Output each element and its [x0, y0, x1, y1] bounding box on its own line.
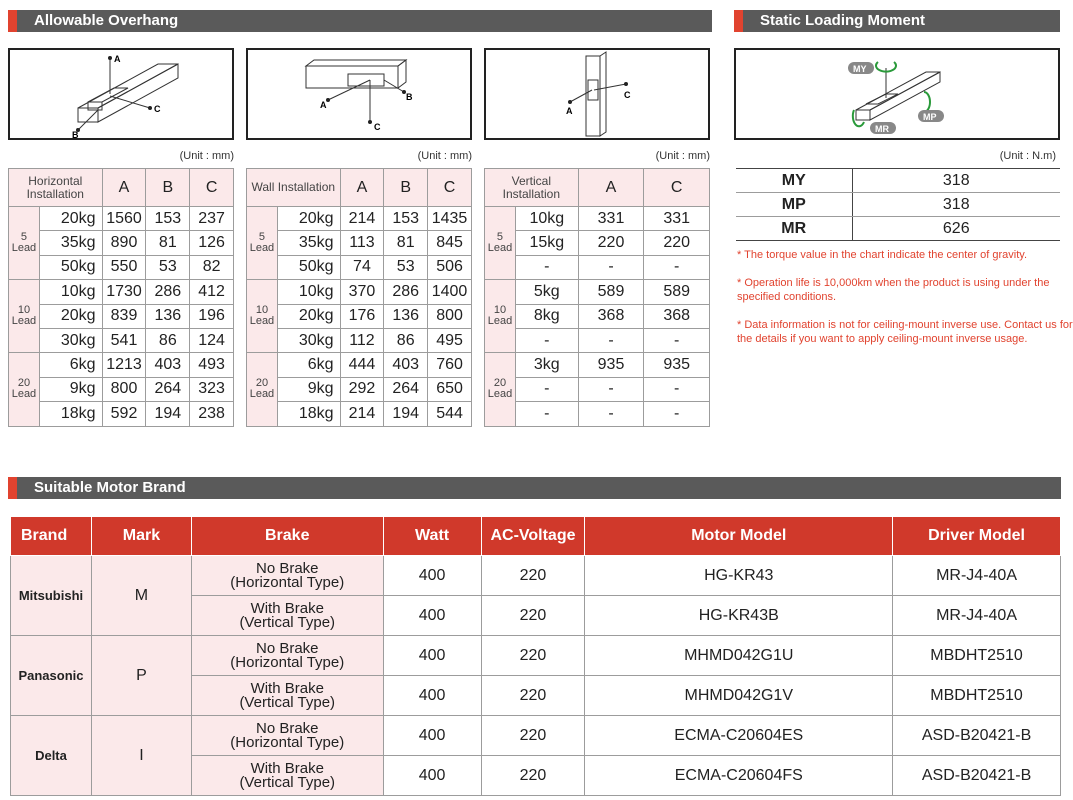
table-cell: 176: [340, 304, 384, 328]
table-header: Wall Installation: [247, 169, 341, 207]
table-header: C: [428, 169, 472, 207]
driver-model-cell: ASD-B20421-B: [893, 756, 1061, 796]
table-cell: 237: [190, 207, 234, 231]
table-cell: 264: [384, 377, 428, 401]
brake-subline: (Vertical Type): [239, 773, 336, 791]
table-cell: 264: [146, 377, 190, 401]
table-cell: 194: [146, 402, 190, 426]
table-cell: 589: [578, 280, 644, 304]
brand-name: Panasonic: [11, 636, 92, 716]
label-mp: MP: [923, 112, 937, 122]
table-cell: 323: [190, 377, 234, 401]
label-a: A: [566, 106, 573, 116]
table-cell: 113: [340, 231, 384, 255]
table-cell: 136: [146, 304, 190, 328]
watt-cell: 400: [383, 756, 481, 796]
table-cell: 403: [146, 353, 190, 377]
table-cell: 760: [428, 353, 472, 377]
table-header: B: [146, 169, 190, 207]
brake-type: [191, 596, 383, 636]
header-accent: [734, 10, 743, 32]
table-cell: 368: [644, 304, 710, 328]
voltage-cell: 220: [481, 676, 585, 716]
table-cell: 368: [578, 304, 644, 328]
brake-subline: (Vertical Type): [239, 613, 336, 631]
table-cell: 10kg: [277, 280, 340, 304]
motor-model-cell: ECMA-C20604FS: [585, 756, 893, 796]
table-cell: 9kg: [277, 377, 340, 401]
table-cell: -: [578, 377, 644, 401]
static-title: Static Loading Moment: [760, 12, 925, 29]
vertical-rail-drawing: [486, 50, 708, 138]
table-cell: 53: [384, 255, 428, 279]
table-cell: 81: [146, 231, 190, 255]
table-cell: 50kg: [39, 255, 102, 279]
brand-name: Delta: [11, 716, 92, 796]
moment-key: MP: [736, 193, 852, 217]
table-cell: 18kg: [39, 402, 102, 426]
table-cell: 370: [340, 280, 384, 304]
lead-label: 10 Lead: [485, 280, 516, 353]
motor-model-cell: HG-KR43B: [585, 596, 893, 636]
table-cell: 35kg: [39, 231, 102, 255]
brake-line: No Brake: [255, 719, 319, 737]
table-cell: 124: [190, 328, 234, 352]
label-b: B: [72, 130, 79, 138]
table-cell: 10kg: [515, 207, 578, 231]
lead-label: 20 Lead: [485, 353, 516, 426]
table-cell: 412: [190, 280, 234, 304]
table-cell: 196: [190, 304, 234, 328]
brake-type: [191, 556, 383, 596]
table-header: Horizontal Installation: [9, 169, 103, 207]
table-cell: 20kg: [39, 207, 102, 231]
table-cell: 541: [102, 328, 146, 352]
driver-model-cell: MBDHT2510: [893, 676, 1061, 716]
lead-label: 10 Lead: [9, 280, 40, 353]
table-cell: 53: [146, 255, 190, 279]
label-c: C: [374, 122, 381, 132]
table-cell: 112: [340, 328, 384, 352]
table-cell: 1435: [428, 207, 472, 231]
table-cell: -: [578, 328, 644, 352]
label-c: C: [154, 104, 161, 114]
driver-model-cell: ASD-B20421-B: [893, 716, 1061, 756]
table-cell: 550: [102, 255, 146, 279]
moment-diagram: [734, 48, 1060, 140]
note-operation-life: * Operation life is 10,000km when the product is using under the specified conditions.: [737, 277, 1050, 303]
label-a: A: [320, 100, 327, 110]
label-mr: MR: [875, 124, 889, 134]
label-b: B: [406, 92, 413, 102]
watt-cell: 400: [383, 556, 481, 596]
table-cell: -: [644, 255, 710, 279]
static-section-header: [734, 10, 1060, 32]
table-cell: 10kg: [39, 280, 102, 304]
horizontal-rail-drawing: [10, 50, 232, 138]
table-cell: 9kg: [39, 377, 102, 401]
table-cell: 30kg: [39, 328, 102, 352]
table-cell: 800: [428, 304, 472, 328]
overhang-section-header: [8, 10, 712, 32]
lead-label: 5 Lead: [485, 207, 516, 280]
column-header: Watt: [383, 517, 481, 556]
voltage-cell: 220: [481, 716, 585, 756]
table-cell: 6kg: [39, 353, 102, 377]
moment-value: 626: [852, 217, 1060, 241]
table-cell: 493: [190, 353, 234, 377]
brake-line: With Brake: [250, 759, 324, 777]
note-ceiling-mount: * Data information is not for ceiling-mount inverse use. Contact us for the details if you want to apply ceiling-mount inverse usage.: [737, 319, 1073, 345]
column-header: AC-Voltage: [481, 517, 585, 556]
table-cell: 650: [428, 377, 472, 401]
motor-model-cell: HG-KR43: [585, 556, 893, 596]
table-cell: 5kg: [515, 280, 578, 304]
brake-line: With Brake: [250, 679, 324, 697]
motor-model-cell: ECMA-C20604ES: [585, 716, 893, 756]
table-cell: 50kg: [277, 255, 340, 279]
table-cell: 220: [644, 231, 710, 255]
motor-model-cell: MHMD042G1U: [585, 636, 893, 676]
moment-value: 318: [852, 169, 1060, 193]
table-cell: 286: [384, 280, 428, 304]
lead-label: 20 Lead: [247, 353, 278, 426]
table-cell: -: [644, 377, 710, 401]
brake-type: [191, 636, 383, 676]
unit-label-vertical: (Unit : mm): [655, 150, 710, 162]
wall-rail-drawing: [248, 50, 470, 138]
table-cell: 800: [102, 377, 146, 401]
voltage-cell: 220: [481, 636, 585, 676]
table-header: C: [644, 169, 710, 207]
brake-type: [191, 756, 383, 796]
table-cell: 20kg: [277, 207, 340, 231]
table-cell: -: [515, 328, 578, 352]
column-header: Brand: [11, 517, 92, 556]
brand-mark: I: [91, 716, 191, 796]
table-cell: 220: [578, 231, 644, 255]
moment-key: MR: [736, 217, 852, 241]
table-cell: -: [644, 402, 710, 426]
table-cell: 136: [384, 304, 428, 328]
table-cell: 403: [384, 353, 428, 377]
vertical-overhang-table: [484, 168, 710, 427]
table-cell: 8kg: [515, 304, 578, 328]
table-cell: 935: [644, 353, 710, 377]
table-cell: -: [578, 255, 644, 279]
driver-model-cell: MR-J4-40A: [893, 556, 1061, 596]
brake-type: [191, 716, 383, 756]
label-a: A: [114, 54, 121, 64]
table-cell: 81: [384, 231, 428, 255]
table-cell: 544: [428, 402, 472, 426]
table-cell: 331: [644, 207, 710, 231]
lead-label: 20 Lead: [9, 353, 40, 426]
table-cell: 1730: [102, 280, 146, 304]
table-cell: 495: [428, 328, 472, 352]
label-my: MY: [853, 64, 867, 74]
table-cell: 444: [340, 353, 384, 377]
voltage-cell: 220: [481, 596, 585, 636]
unit-label-static: (Unit : N.m): [999, 150, 1056, 162]
table-cell: 214: [340, 207, 384, 231]
table-cell: 86: [146, 328, 190, 352]
horizontal-overhang-table: [8, 168, 234, 427]
lead-label: 10 Lead: [247, 280, 278, 353]
column-header: Brake: [191, 517, 383, 556]
column-header: Motor Model: [585, 517, 893, 556]
table-cell: 839: [102, 304, 146, 328]
brake-subline: (Horizontal Type): [230, 733, 345, 751]
table-header: A: [340, 169, 384, 207]
brake-line: No Brake: [255, 559, 319, 577]
driver-model-cell: MBDHT2510: [893, 636, 1061, 676]
table-cell: 82: [190, 255, 234, 279]
unit-label-horizontal: (Unit : mm): [179, 150, 234, 162]
wall-overhang-table: [246, 168, 472, 427]
note-gravity: * The torque value in the chart indicate the center of gravity.: [737, 249, 1028, 261]
watt-cell: 400: [383, 676, 481, 716]
table-cell: 35kg: [277, 231, 340, 255]
table-header: A: [578, 169, 644, 207]
table-cell: 292: [340, 377, 384, 401]
brake-line: No Brake: [255, 639, 319, 657]
moment-key: MY: [736, 169, 852, 193]
static-moment-table: [736, 168, 1060, 241]
table-cell: 74: [340, 255, 384, 279]
table-cell: 153: [384, 207, 428, 231]
header-accent: [8, 10, 17, 32]
table-cell: 286: [146, 280, 190, 304]
table-cell: 20kg: [277, 304, 340, 328]
table-cell: -: [578, 402, 644, 426]
table-cell: 592: [102, 402, 146, 426]
table-cell: -: [515, 377, 578, 401]
table-header: A: [102, 169, 146, 207]
table-header: Vertical Installation: [485, 169, 579, 207]
brand-mark: M: [91, 556, 191, 636]
column-header: Driver Model: [893, 517, 1061, 556]
table-cell: 845: [428, 231, 472, 255]
table-cell: 194: [384, 402, 428, 426]
table-cell: 589: [644, 280, 710, 304]
table-cell: 214: [340, 402, 384, 426]
moment-drawing: [736, 50, 1058, 138]
table-header: C: [190, 169, 234, 207]
motor-section-header: [8, 477, 1061, 499]
horizontal-diagram: [8, 48, 234, 140]
table-cell: 1213: [102, 353, 146, 377]
brake-subline: (Vertical Type): [239, 693, 336, 711]
watt-cell: 400: [383, 636, 481, 676]
watt-cell: 400: [383, 716, 481, 756]
driver-model-cell: MR-J4-40A: [893, 596, 1061, 636]
table-header: B: [384, 169, 428, 207]
column-header: Mark: [91, 517, 191, 556]
watt-cell: 400: [383, 596, 481, 636]
table-cell: 20kg: [39, 304, 102, 328]
brand-name: Mitsubishi: [11, 556, 92, 636]
label-c: C: [624, 90, 631, 100]
table-cell: 15kg: [515, 231, 578, 255]
table-cell: 126: [190, 231, 234, 255]
header-accent: [8, 477, 17, 499]
table-cell: -: [515, 255, 578, 279]
voltage-cell: 220: [481, 756, 585, 796]
wall-diagram: [246, 48, 472, 140]
lead-label: 5 Lead: [9, 207, 40, 280]
table-cell: 86: [384, 328, 428, 352]
brake-subline: (Horizontal Type): [230, 573, 345, 591]
brake-subline: (Horizontal Type): [230, 653, 345, 671]
table-cell: 238: [190, 402, 234, 426]
table-cell: 1560: [102, 207, 146, 231]
unit-label-wall: (Unit : mm): [417, 150, 472, 162]
lead-label: 5 Lead: [247, 207, 278, 280]
table-cell: 506: [428, 255, 472, 279]
motor-title: Suitable Motor Brand: [34, 479, 186, 496]
table-cell: 6kg: [277, 353, 340, 377]
table-cell: -: [515, 402, 578, 426]
table-cell: 890: [102, 231, 146, 255]
vertical-diagram: [484, 48, 710, 140]
table-cell: 1400: [428, 280, 472, 304]
table-cell: 3kg: [515, 353, 578, 377]
motor-brand-table: [10, 516, 1061, 796]
table-cell: 331: [578, 207, 644, 231]
motor-model-cell: MHMD042G1V: [585, 676, 893, 716]
table-cell: 18kg: [277, 402, 340, 426]
moment-value: 318: [852, 193, 1060, 217]
table-cell: 153: [146, 207, 190, 231]
table-cell: 30kg: [277, 328, 340, 352]
overhang-title: Allowable Overhang: [34, 12, 179, 29]
brake-line: With Brake: [250, 599, 324, 617]
brake-type: [191, 676, 383, 716]
voltage-cell: 220: [481, 556, 585, 596]
brand-mark: P: [91, 636, 191, 716]
table-cell: 935: [578, 353, 644, 377]
table-cell: -: [644, 328, 710, 352]
